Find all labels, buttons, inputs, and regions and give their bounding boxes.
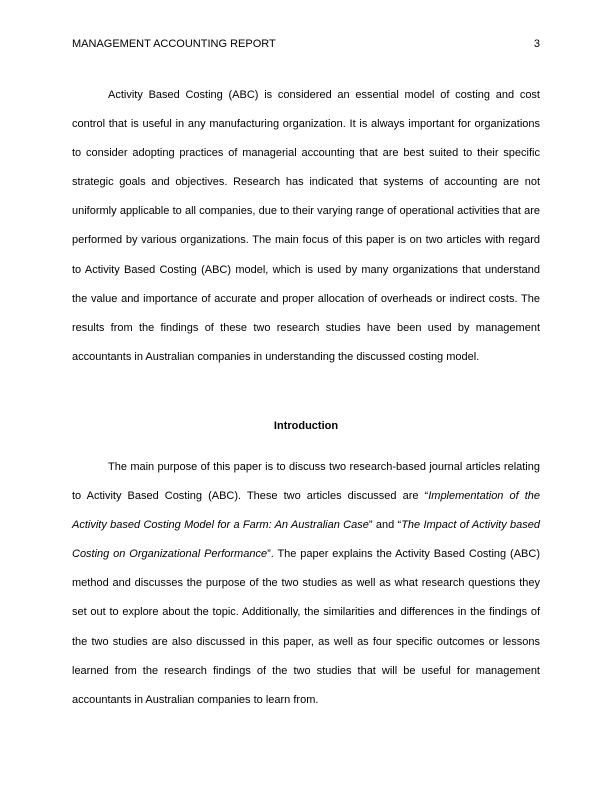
running-head: MANAGEMENT ACCOUNTING REPORT — [72, 38, 276, 50]
abstract-paragraph: Activity Based Costing (ABC) is considered an essential model of costing and cost control that is useful in any manufacturing organization. It is always important for organizations to consider adopting practices of managerial accounting that are best suited to their specific strategic goals and objectives. Research has indicated that systems of accounting are not uniformly applicable to all companies, due to their varying range of operational activities that are performed by various organizations. The main focus of this paper is on two articles with regard to Activity Based Costing (ABC) model, which is used by many organizations that understand the value and importance of accurate and proper allocation of overheads or indirect costs. The results from the findings of these two research studies have been used by management accountants in Australian companies in understanding the discussed costing model. — [72, 89, 540, 363]
intro-text-part1: The main purpose of this paper is to discuss two research-based journal articles relating to Activity Based Costing (ABC). These two articles discussed are “ — [72, 461, 540, 503]
intro-text-part3: ”. The paper explains the Activity Based Costing (ABC) method and discusses the purpose of the two studies as well as what research questions they set out to explore about the topic. Additionally, the similarities and differences in the findings of the two studies are also discussed in this paper, as well as four specific outcomes or lessons learned from the research findings of the two studies that will be useful for management accountants in Australian companies to learn from. — [72, 548, 540, 706]
page-header — [72, 36, 540, 52]
page-number: 3 — [533, 38, 540, 50]
article-title-1: Implementation of the Activity based Costing Model for a Farm: An Australian Case — [72, 490, 540, 532]
section-heading-introduction: Introduction — [273, 420, 339, 432]
intro-text-part2: ” and “ — [368, 519, 402, 532]
introduction-paragraph — [72, 453, 540, 715]
article-title-2: The Impact of Activity based Costing on Organizational Performance — [72, 519, 541, 561]
